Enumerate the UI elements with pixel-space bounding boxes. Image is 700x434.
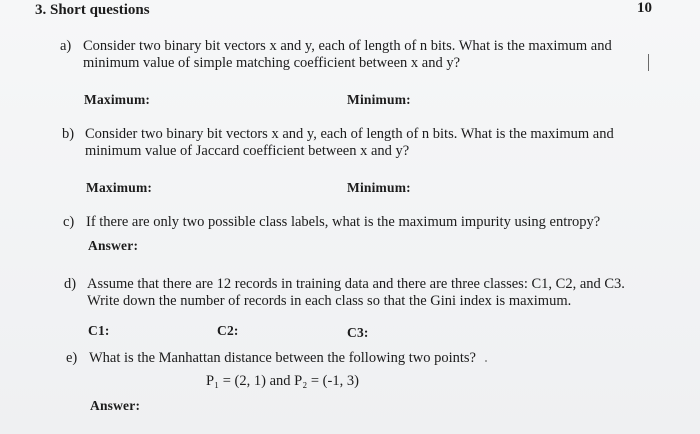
question-line: Assume that there are 12 records in training data and there are three classes: C1, C2, and C3. — [87, 276, 625, 292]
question-label: a) — [60, 38, 72, 54]
question-text — [89, 350, 649, 367]
question-text — [85, 126, 645, 160]
question-label: c) — [63, 214, 75, 230]
question-line: minimum value of Jaccard coefficient between x and y? — [85, 143, 410, 159]
maximum-answer-label: Maximum: — [84, 92, 151, 107]
question-line: minimum value of simple matching coefficient between x and y? — [83, 55, 461, 71]
question-text — [83, 38, 643, 72]
minimum-answer-label: Minimum: — [347, 180, 411, 195]
question-line: What is the Manhattan distance between the following two points? — [89, 350, 476, 366]
question-text — [87, 276, 647, 310]
maximum-answer-label: Maximum: — [86, 180, 153, 195]
c3-answer-label: C3: — [347, 325, 369, 340]
points-formula: P₁ = (2, 1) and P₂ = (-1, 3) — [206, 373, 359, 389]
margin-mark — [648, 54, 649, 71]
minimum-answer-label: Minimum: — [347, 92, 411, 107]
stray-dot — [485, 360, 487, 362]
c2-answer-label: C2: — [217, 323, 239, 338]
question-label: e) — [66, 350, 78, 366]
points-value: 10 — [637, 0, 652, 16]
c1-answer-label: C1: — [88, 323, 110, 338]
question-line: If there are only two possible class labels, what is the maximum impurity using entropy? — [86, 214, 601, 230]
question-line: Write down the number of records in each class so that the Gini index is maximum. — [87, 293, 572, 309]
section-title: 3. Short questions — [35, 2, 150, 18]
question-line: Consider two binary bit vectors x and y, each of length of n bits. What is the maximum and — [83, 38, 612, 54]
question-label: b) — [62, 126, 75, 142]
question-label: d) — [64, 276, 77, 292]
question-line: Consider two binary bit vectors x and y, each of length of n bits. What is the maximum and — [85, 126, 614, 142]
answer-label: Answer: — [90, 398, 141, 413]
question-text — [86, 214, 646, 231]
answer-label: Answer: — [88, 238, 139, 253]
